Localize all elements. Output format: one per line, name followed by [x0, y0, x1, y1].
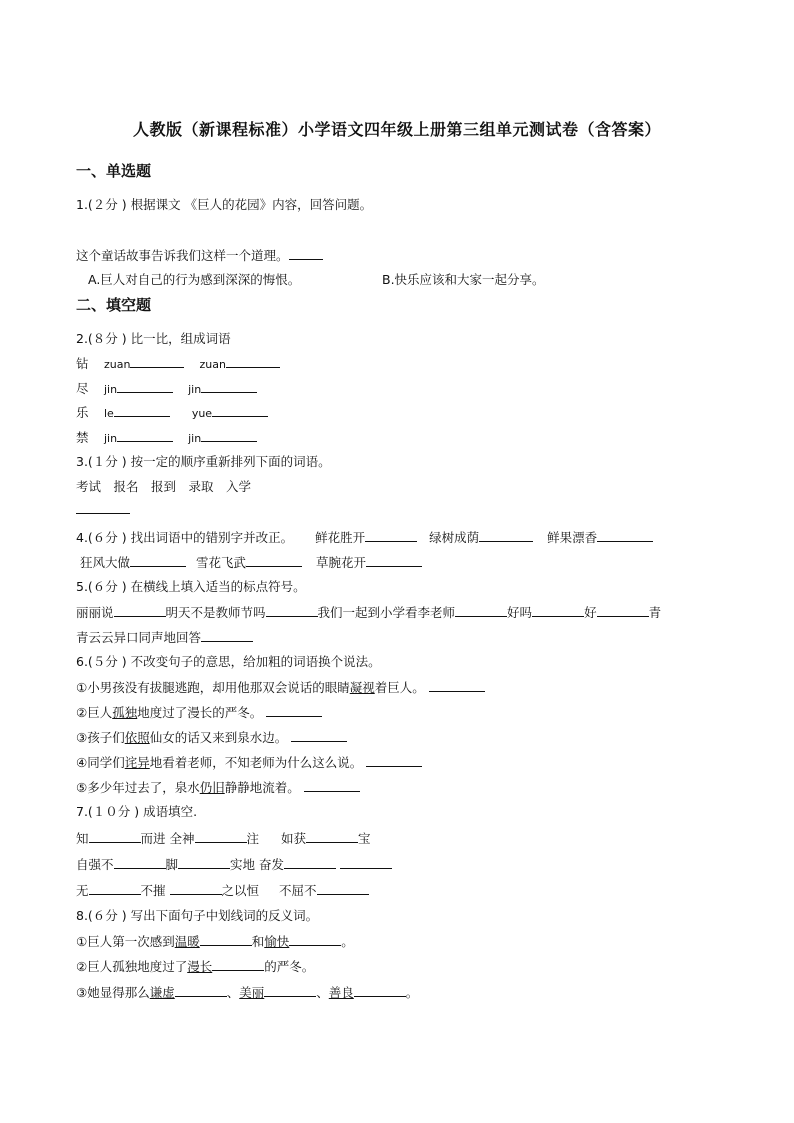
q3-words: 考试 报名 报到 录取 入学: [76, 479, 252, 494]
q2-row: [76, 354, 280, 374]
q4-word: 草腕花开: [316, 555, 367, 570]
q7-blank[interactable]: [284, 855, 336, 869]
q3-header: 3.(１分 ) 按一定的顺序重新排列下面的词语。: [76, 454, 331, 469]
q8-text: 的严冬。: [264, 959, 315, 974]
q5-header: 5.(６分 ) 在横线上填入适当的标点符号。: [76, 579, 306, 594]
q7-text: 自强不: [76, 857, 114, 872]
q7-blank[interactable]: [89, 829, 141, 843]
q4-blank[interactable]: [365, 528, 417, 542]
q2-pinyin: le: [104, 407, 114, 420]
q1-option-b[interactable]: B.快乐应该和大家一起分享。: [382, 272, 545, 287]
q6-header: 6.(５分 ) 不改变句子的意思，给加粗的词语换个说法。: [76, 654, 381, 669]
q4-header: 4.(６分 ) 找出词语中的错别字并改正。: [76, 530, 294, 545]
q4-word: 鲜果漂香: [547, 530, 598, 545]
q3-answer-line: [76, 500, 130, 519]
q2-char: 尽: [76, 381, 89, 396]
q5-blank[interactable]: [266, 603, 318, 617]
q2-char: 钻: [76, 356, 89, 371]
q4-blank[interactable]: [366, 553, 422, 567]
q5-line-1: [76, 603, 661, 622]
q5-blank[interactable]: [114, 603, 166, 617]
q2-pinyin: zuan: [104, 358, 131, 371]
q6-target-word: 诧异: [124, 755, 150, 770]
q4-word: 雪花飞武: [196, 555, 247, 570]
q2-blank[interactable]: [212, 403, 268, 417]
q2-pinyin: jin: [104, 383, 118, 396]
q2-blank[interactable]: [226, 354, 280, 368]
q1-option-a[interactable]: A.巨人对自己的行为感到深深的悔恨。: [88, 272, 301, 287]
q6-target-word: 孤独: [112, 705, 138, 720]
q7-text: 宝: [358, 831, 371, 846]
q8-text: 。: [341, 934, 354, 949]
q5-text: 丽丽说: [76, 605, 114, 620]
q6-text: ⑤多少年过去了，泉水: [76, 780, 200, 795]
q2-pinyin: jin: [104, 432, 118, 445]
section-heading-fill-blank: 二、填空题: [76, 296, 152, 314]
q8-target-word: 漫长: [187, 959, 213, 974]
q2-blank[interactable]: [201, 428, 257, 442]
q7-header: 7.(１０分 ) 成语填空.: [76, 804, 198, 819]
q8-blank[interactable]: [264, 983, 316, 997]
q8-target-word: 温暖: [174, 934, 200, 949]
q5-blank[interactable]: [455, 603, 507, 617]
q6-target-word: 依照: [124, 730, 150, 745]
q6-target-word: 仍旧: [199, 780, 225, 795]
q2-blank[interactable]: [117, 379, 173, 393]
q6-sentence-4: [76, 753, 422, 772]
q5-text: 好吗: [507, 605, 533, 620]
q7-row-2: [76, 855, 392, 874]
q8-sentence-1: [76, 932, 354, 951]
q8-text: 。: [405, 985, 419, 1000]
q4-word: 狂风大做: [80, 555, 131, 570]
q8-target-word: 美丽: [239, 985, 265, 1000]
q7-text: 知: [76, 831, 89, 846]
q5-blank[interactable]: [597, 603, 649, 617]
q4-blank[interactable]: [246, 553, 302, 567]
q8-target-word: 谦虚: [149, 985, 175, 1000]
q7-text: 注: [246, 831, 260, 846]
q2-row: [76, 403, 268, 423]
q6-target-word: 凝视: [349, 680, 375, 695]
q6-sentence-5: [76, 778, 360, 797]
q6-blank[interactable]: [266, 703, 322, 717]
q8-target-word: 愉快: [264, 934, 290, 949]
q2-blank[interactable]: [130, 354, 184, 368]
q4-line-1: [76, 528, 653, 547]
q6-sentence-1: [76, 678, 485, 697]
section-heading-single-choice: 一、单选题: [76, 162, 152, 180]
q8-blank[interactable]: [354, 983, 406, 997]
q5-blank[interactable]: [201, 628, 253, 642]
q2-row: [76, 379, 257, 399]
page-title: 人教版（新课程标准）小学语文四年级上册第三组单元测试卷（含答案）: [132, 120, 661, 139]
q7-blank[interactable]: [170, 881, 222, 895]
q2-row: [76, 428, 257, 448]
q7-text: 不屈不: [279, 883, 317, 898]
q7-text: 而进 全神: [140, 831, 195, 846]
q6-text: 着巨人。: [374, 680, 425, 695]
q1-stem-text: 这个童话故事告诉我们这样一个道理。: [76, 248, 289, 263]
q7-row-3: [76, 881, 369, 900]
q2-header: 2.(８分 ) 比一比，组成词语: [76, 331, 231, 346]
q5-blank[interactable]: [532, 603, 584, 617]
q7-text: 脚: [165, 857, 179, 872]
q5-text: 明天不是教师节吗: [165, 605, 266, 620]
q6-blank[interactable]: [366, 753, 422, 767]
q1-answer-blank[interactable]: [289, 246, 323, 260]
q7-blank[interactable]: [89, 881, 141, 895]
q2-pinyin: zuan: [199, 358, 226, 371]
q6-text: ④同学们: [76, 755, 125, 770]
q8-blank[interactable]: [212, 957, 264, 971]
q5-text: 青: [648, 605, 662, 620]
q6-text: 地度过了漫长的严冬。: [137, 705, 263, 720]
q8-header: 8.(６分 ) 写出下面句子中划线词的反义词。: [76, 908, 319, 923]
q4-blank[interactable]: [479, 528, 533, 542]
q2-blank[interactable]: [117, 428, 173, 442]
q6-text: 静静地流着。: [224, 780, 300, 795]
q1-header: 1.(２分 ) 根据课文 《巨人的花园》内容，回答问题。: [76, 197, 373, 212]
q7-blank[interactable]: [306, 829, 358, 843]
q6-blank[interactable]: [304, 778, 360, 792]
q2-pinyin: jin: [188, 383, 202, 396]
q8-blank[interactable]: [175, 983, 227, 997]
q7-text: 无: [76, 883, 89, 898]
q7-blank[interactable]: [195, 829, 247, 843]
q7-text: 实地 奋发: [230, 857, 285, 872]
q5-text: 我们一起到小学看李老师: [317, 605, 456, 620]
q8-sentence-3: [76, 983, 418, 1002]
q7-blank[interactable]: [340, 855, 392, 869]
q8-text: 、: [226, 985, 240, 1000]
q6-text: ①小男孩没有拔腿逃跑，却用他那双会说话的眼睛: [76, 680, 350, 695]
q6-sentence-3: [76, 728, 347, 747]
q6-blank[interactable]: [291, 728, 347, 742]
q7-blank[interactable]: [317, 881, 369, 895]
q6-sentence-2: [76, 703, 322, 722]
q2-pinyin: yue: [191, 407, 213, 420]
q5-line-2: [76, 628, 253, 647]
q6-text: ②巨人: [76, 705, 113, 720]
q5-text: 好: [584, 605, 597, 620]
q8-text: ③她显得那么: [76, 985, 150, 1000]
q2-blank[interactable]: [114, 403, 170, 417]
q2-char: 禁: [76, 430, 89, 445]
q8-text: 、: [316, 985, 329, 1000]
q1-stem: [76, 246, 323, 265]
q6-text: 仙女的话又来到泉水边。: [149, 730, 288, 745]
q6-text: 地看着老师，不知老师为什么这么说。: [149, 755, 363, 770]
q8-blank[interactable]: [200, 932, 252, 946]
q2-char: 乐: [76, 405, 89, 420]
q4-blank[interactable]: [597, 528, 653, 542]
q7-blank[interactable]: [114, 855, 166, 869]
q7-blank[interactable]: [178, 855, 230, 869]
q7-text: 如获: [281, 831, 307, 846]
q5-text: 青云云异口同声地回答: [76, 630, 202, 645]
q7-text: 不摧: [140, 883, 166, 898]
q8-text: ①巨人第一次感到: [76, 934, 175, 949]
q7-row-1: [76, 829, 371, 848]
q8-text: ②巨人孤独地度过了: [76, 959, 188, 974]
q8-sentence-2: [76, 957, 314, 976]
q4-blank[interactable]: [130, 553, 186, 567]
q3-answer-blank[interactable]: [76, 500, 130, 514]
q2-blank[interactable]: [201, 379, 257, 393]
q8-blank[interactable]: [289, 932, 341, 946]
q6-blank[interactable]: [429, 678, 485, 692]
q8-target-word: 善良: [328, 985, 354, 1000]
q8-text: 和: [251, 934, 265, 949]
q7-text: 之以恒: [221, 883, 260, 898]
q4-word: 鲜花胜开: [315, 530, 366, 545]
q4-word: 绿树成荫: [429, 530, 480, 545]
q2-pinyin: jin: [188, 432, 202, 445]
q6-text: ③孩子们: [76, 730, 125, 745]
q4-line-2: [80, 553, 422, 572]
